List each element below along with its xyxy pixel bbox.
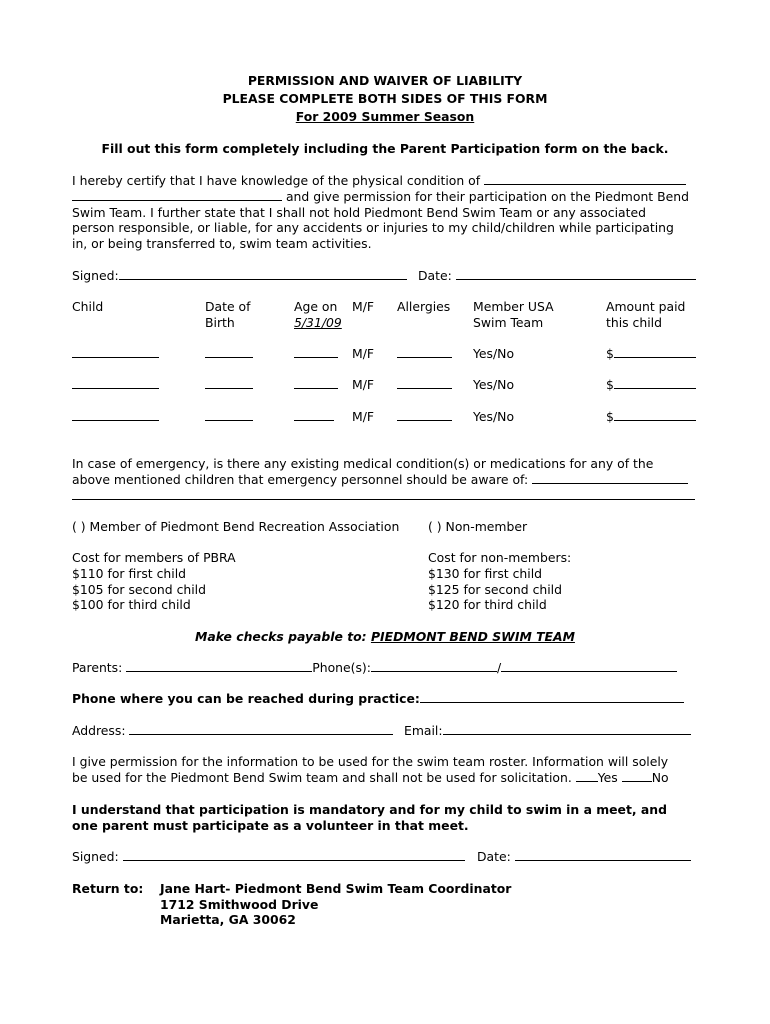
participation-text-2: one parent must participate as a volunteer in that meet. <box>72 818 469 833</box>
phone-label: Phone(s): <box>312 660 371 675</box>
dob-field[interactable] <box>205 409 253 421</box>
return-to-line-3: Marietta, GA 30062 <box>160 912 296 927</box>
signed-row-2 <box>72 849 465 865</box>
certify-text-4: person responsible, or liable, for any accidents or injuries to my child/children while participating <box>72 220 674 235</box>
emergency-field-2[interactable] <box>72 488 695 500</box>
member-option[interactable]: Yes/No <box>473 377 515 392</box>
date-row-2 <box>477 849 691 865</box>
date-label-2: Date: <box>477 849 511 864</box>
roster-no-label: No <box>651 770 669 785</box>
member-option[interactable]: Yes/No <box>473 409 515 424</box>
certify-text-1: I hereby certify that I have knowledge of the physical condition of <box>72 173 481 188</box>
return-to-line-2: 1712 Smithwood Drive <box>160 897 319 912</box>
roster-text-1: I give permission for the information to be used for the swim team roster. Information will solely <box>72 754 669 769</box>
email-label: Email: <box>404 723 443 738</box>
col-dob-2: Birth <box>205 315 235 330</box>
emergency-text-1: In case of emergency, is there any existing medical condition(s) or medications for any of the <box>72 456 654 471</box>
allergies-field[interactable] <box>397 377 452 389</box>
form-subtitle: PLEASE COMPLETE BOTH SIDES OF THIS FORM <box>222 91 548 106</box>
emergency-line-2 <box>72 472 688 488</box>
email-field[interactable] <box>443 723 691 735</box>
child-name-field[interactable] <box>72 409 159 421</box>
date-row <box>418 268 696 284</box>
roster-yes-label: Yes <box>597 770 618 785</box>
checks-payable <box>0 629 770 645</box>
col-allergies: Allergies <box>397 299 451 314</box>
nonmember-cost-1: Cost for non-members: <box>428 550 572 565</box>
amount-row <box>606 346 696 362</box>
dollar-sign: $ <box>606 346 614 361</box>
signature-field[interactable] <box>119 268 407 280</box>
col-amount-1: Amount paid <box>606 299 686 314</box>
allergies-field[interactable] <box>397 346 452 358</box>
date-field-2[interactable] <box>515 849 691 861</box>
certify-text-3: Swim Team. I further state that I shall not hold Piedmont Bend Swim Team or any associated <box>72 205 646 220</box>
parents-row <box>72 660 677 676</box>
season-title: For 2009 Summer Season <box>295 109 475 124</box>
col-child: Child <box>72 299 104 314</box>
signature-field-2[interactable] <box>123 849 465 861</box>
amount-row <box>606 409 696 425</box>
age-field[interactable] <box>294 346 338 358</box>
instruction-text: Fill out this form completely including the Parent Participation form on the back. <box>101 141 669 156</box>
dob-field[interactable] <box>205 377 253 389</box>
dob-field[interactable] <box>205 346 253 358</box>
amount-field[interactable] <box>614 346 696 358</box>
member-cost-2: $110 for first child <box>72 566 187 581</box>
age-field[interactable] <box>294 409 334 421</box>
col-age-1: Age on <box>294 299 338 314</box>
return-to-line-1: Jane Hart- Piedmont Bend Swim Team Coordinator <box>160 881 512 896</box>
amount-field[interactable] <box>614 377 696 389</box>
parents-field[interactable] <box>126 660 312 672</box>
phone-field-1[interactable] <box>371 660 497 672</box>
allergies-field[interactable] <box>397 409 452 421</box>
nonmember-cost-2: $130 for first child <box>428 566 543 581</box>
participation-text-1: I understand that participation is mandatory and for my child to swim in a meet, and <box>72 802 667 817</box>
col-amount-2: this child <box>606 315 662 330</box>
phone-sep: / <box>496 660 502 675</box>
roster-text-2: be used for the Piedmont Bend Swim team and shall not be used for solicitation. <box>72 770 572 785</box>
member-checkbox[interactable]: ( ) Member of Piedmont Bend Recreation Association <box>72 519 400 534</box>
email-row <box>404 723 691 739</box>
col-mf: M/F <box>352 299 374 314</box>
return-to-label: Return to: <box>72 881 144 896</box>
nonmember-cost-3: $125 for second child <box>428 582 562 597</box>
signed-label-2: Signed: <box>72 849 119 864</box>
child-names-field[interactable] <box>484 173 686 185</box>
address-label: Address: <box>72 723 126 738</box>
member-cost-3: $105 for second child <box>72 582 206 597</box>
phone-field-2[interactable] <box>501 660 677 672</box>
member-option[interactable]: Yes/No <box>473 346 515 361</box>
mf-option[interactable]: M/F <box>352 377 374 392</box>
emergency-field[interactable] <box>532 472 688 484</box>
child-name-field[interactable] <box>72 377 159 389</box>
certify-line-2 <box>72 189 689 205</box>
checks-payee: PIEDMONT BEND SWIM TEAM <box>370 629 575 644</box>
address-field[interactable] <box>129 723 393 735</box>
col-age-2: 5/31/09 <box>294 315 342 330</box>
amount-field[interactable] <box>614 409 696 421</box>
nonmember-checkbox[interactable]: ( ) Non-member <box>428 519 528 534</box>
amount-row <box>606 377 696 393</box>
certify-line-1 <box>72 173 686 189</box>
roster-line-2 <box>72 770 669 786</box>
mf-option[interactable]: M/F <box>352 409 374 424</box>
emergency-text-2: above mentioned children that emergency personnel should be aware of: <box>72 472 529 487</box>
roster-yes-field[interactable] <box>576 770 598 782</box>
roster-no-field[interactable] <box>622 770 652 782</box>
certify-text-2: and give permission for their participation on the Piedmont Bend <box>285 189 689 204</box>
practice-phone-row <box>72 691 684 707</box>
member-cost-1: Cost for members of PBRA <box>72 550 236 565</box>
certify-text-5: in, or being transferred to, swim team activities. <box>72 236 372 251</box>
dollar-sign: $ <box>606 377 614 392</box>
date-label: Date: <box>418 268 452 283</box>
practice-phone-field[interactable] <box>420 691 684 703</box>
mf-option[interactable]: M/F <box>352 346 374 361</box>
dollar-sign: $ <box>606 409 614 424</box>
checks-prefix: Make checks payable to: <box>195 629 371 644</box>
signed-label: Signed: <box>72 268 119 283</box>
signed-row <box>72 268 407 284</box>
form-title: PERMISSION AND WAIVER OF LIABILITY <box>247 73 523 88</box>
practice-phone-label: Phone where you can be reached during practice: <box>72 691 420 706</box>
col-member-2: Swim Team <box>473 315 544 330</box>
date-field[interactable] <box>456 268 696 280</box>
col-member-1: Member USA <box>473 299 554 314</box>
age-field[interactable] <box>294 377 338 389</box>
child-names-field-2[interactable] <box>72 189 282 201</box>
nonmember-cost-4: $120 for third child <box>428 597 547 612</box>
member-cost-4: $100 for third child <box>72 597 191 612</box>
address-row <box>72 723 393 739</box>
col-dob-1: Date of <box>205 299 251 314</box>
parents-label: Parents: <box>72 660 123 675</box>
child-name-field[interactable] <box>72 346 159 358</box>
